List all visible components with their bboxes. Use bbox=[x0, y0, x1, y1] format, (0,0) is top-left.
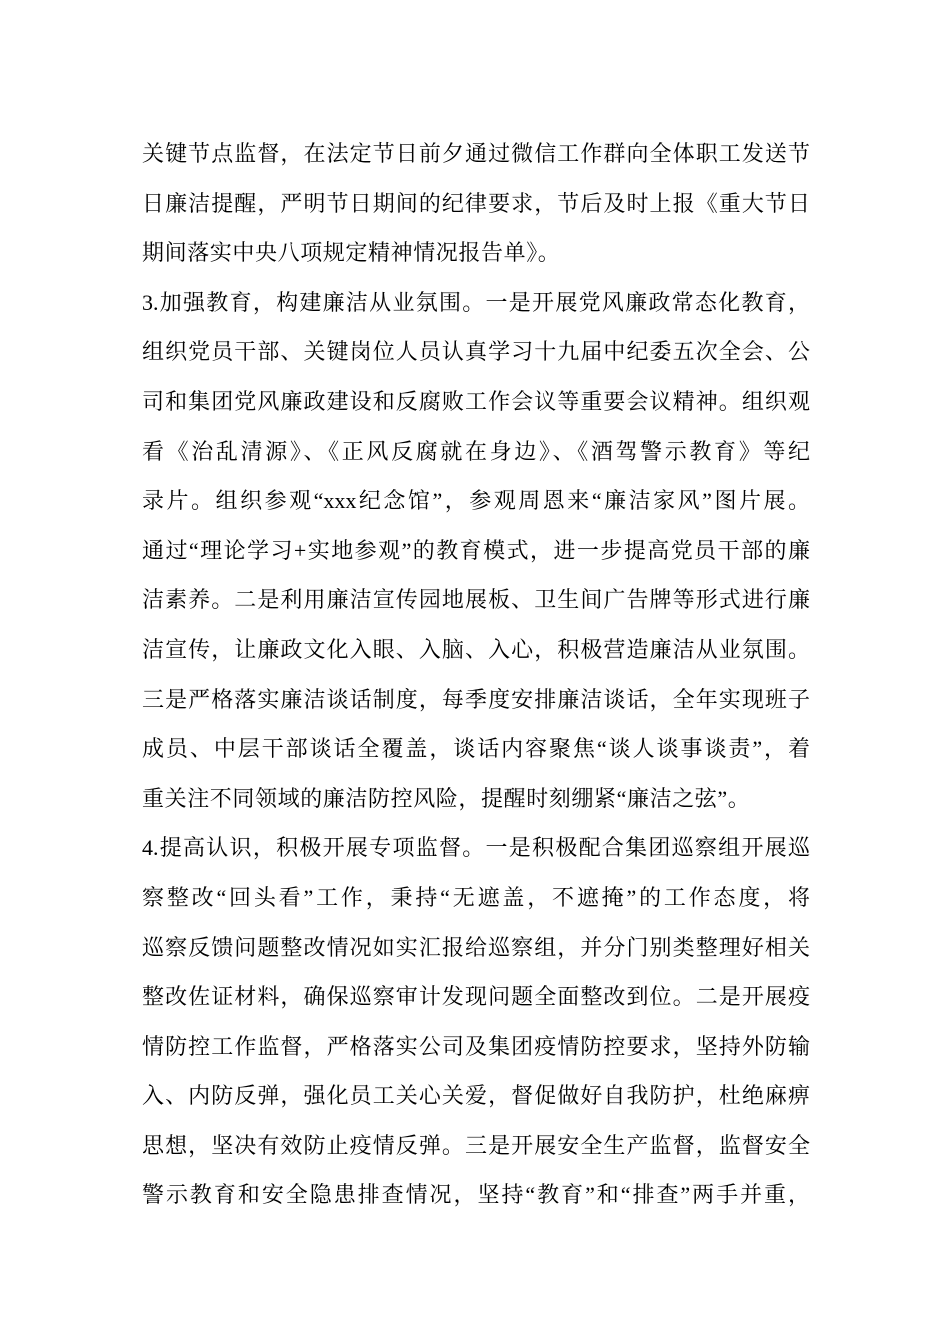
text-line: 洁宣传，让廉政文化入眼、入脑、入心，积极营造廉洁从业氛围。 bbox=[142, 636, 810, 662]
text-line: 成员、中层干部谈话全覆盖，谈话内容聚焦“谈人谈事谈责”，着 bbox=[142, 736, 810, 762]
text-line: 日廉洁提醒，严明节日期间的纪律要求，节后及时上报《重大节日 bbox=[142, 190, 810, 216]
text-line-paragraph-end: 期间落实中央八项规定精神情况报告单》。 bbox=[142, 240, 561, 266]
text-line: 情防控工作监督，严格落实公司及集团疫情防控要求，坚持外防输 bbox=[142, 1033, 810, 1059]
text-line-paragraph-4-start: 4.提高认识，积极开展专项监督。一是积极配合集团巡察组开展巡 bbox=[142, 835, 810, 861]
text-line: 组织党员干部、关键岗位人员认真学习十九届中纪委五次全会、公 bbox=[142, 339, 810, 365]
text-line-paragraph-3-start: 3.加强教育，构建廉洁从业氛围。一是开展党风廉政常态化教育， bbox=[142, 289, 810, 315]
text-line: 看《治乱清源》、《正风反腐就在身边》、《酒驾警示教育》等纪 bbox=[142, 438, 810, 464]
text-line: 警示教育和安全隐患排查情况，坚持“教育”和“排查”两手并重， bbox=[142, 1182, 810, 1208]
document-text-block bbox=[142, 129, 810, 1220]
text-line: 入、内防反弹，强化员工关心关爱，督促做好自我防护，杜绝麻痹 bbox=[142, 1083, 810, 1109]
text-line-paragraph-end: 重关注不同领域的廉洁防控风险，提醒时刻绷紧“廉洁之弦”。 bbox=[142, 785, 751, 811]
text-line: 察整改“回头看”工作，秉持“无遮盖，不遮掩”的工作态度，将 bbox=[142, 884, 810, 910]
text-line: 关键节点监督，在法定节日前夕通过微信工作群向全体职工发送节 bbox=[142, 141, 810, 166]
text-line: 录片。组织参观“xxx纪念馆”，参观周恩来“廉洁家风”图片展。 bbox=[142, 488, 810, 514]
text-line: 洁素养。二是利用廉洁宣传园地展板、卫生间广告牌等形式进行廉 bbox=[142, 587, 810, 613]
text-line: 司和集团党风廉政建设和反腐败工作会议等重要会议精神。组织观 bbox=[142, 388, 810, 414]
text-line: 思想，坚决有效防止疫情反弹。三是开展安全生产监督，监督安全 bbox=[142, 1132, 810, 1158]
text-line: 巡察反馈问题整改情况如实汇报给巡察组，并分门别类整理好相关 bbox=[142, 934, 810, 960]
text-line: 三是严格落实廉洁谈话制度，每季度安排廉洁谈话，全年实现班子 bbox=[142, 686, 810, 712]
text-line: 整改佐证材料，确保巡察审计发现问题全面整改到位。二是开展疫 bbox=[142, 984, 810, 1010]
text-line: 通过“理论学习+实地参观”的教育模式，进一步提高党员干部的廉 bbox=[142, 537, 810, 563]
